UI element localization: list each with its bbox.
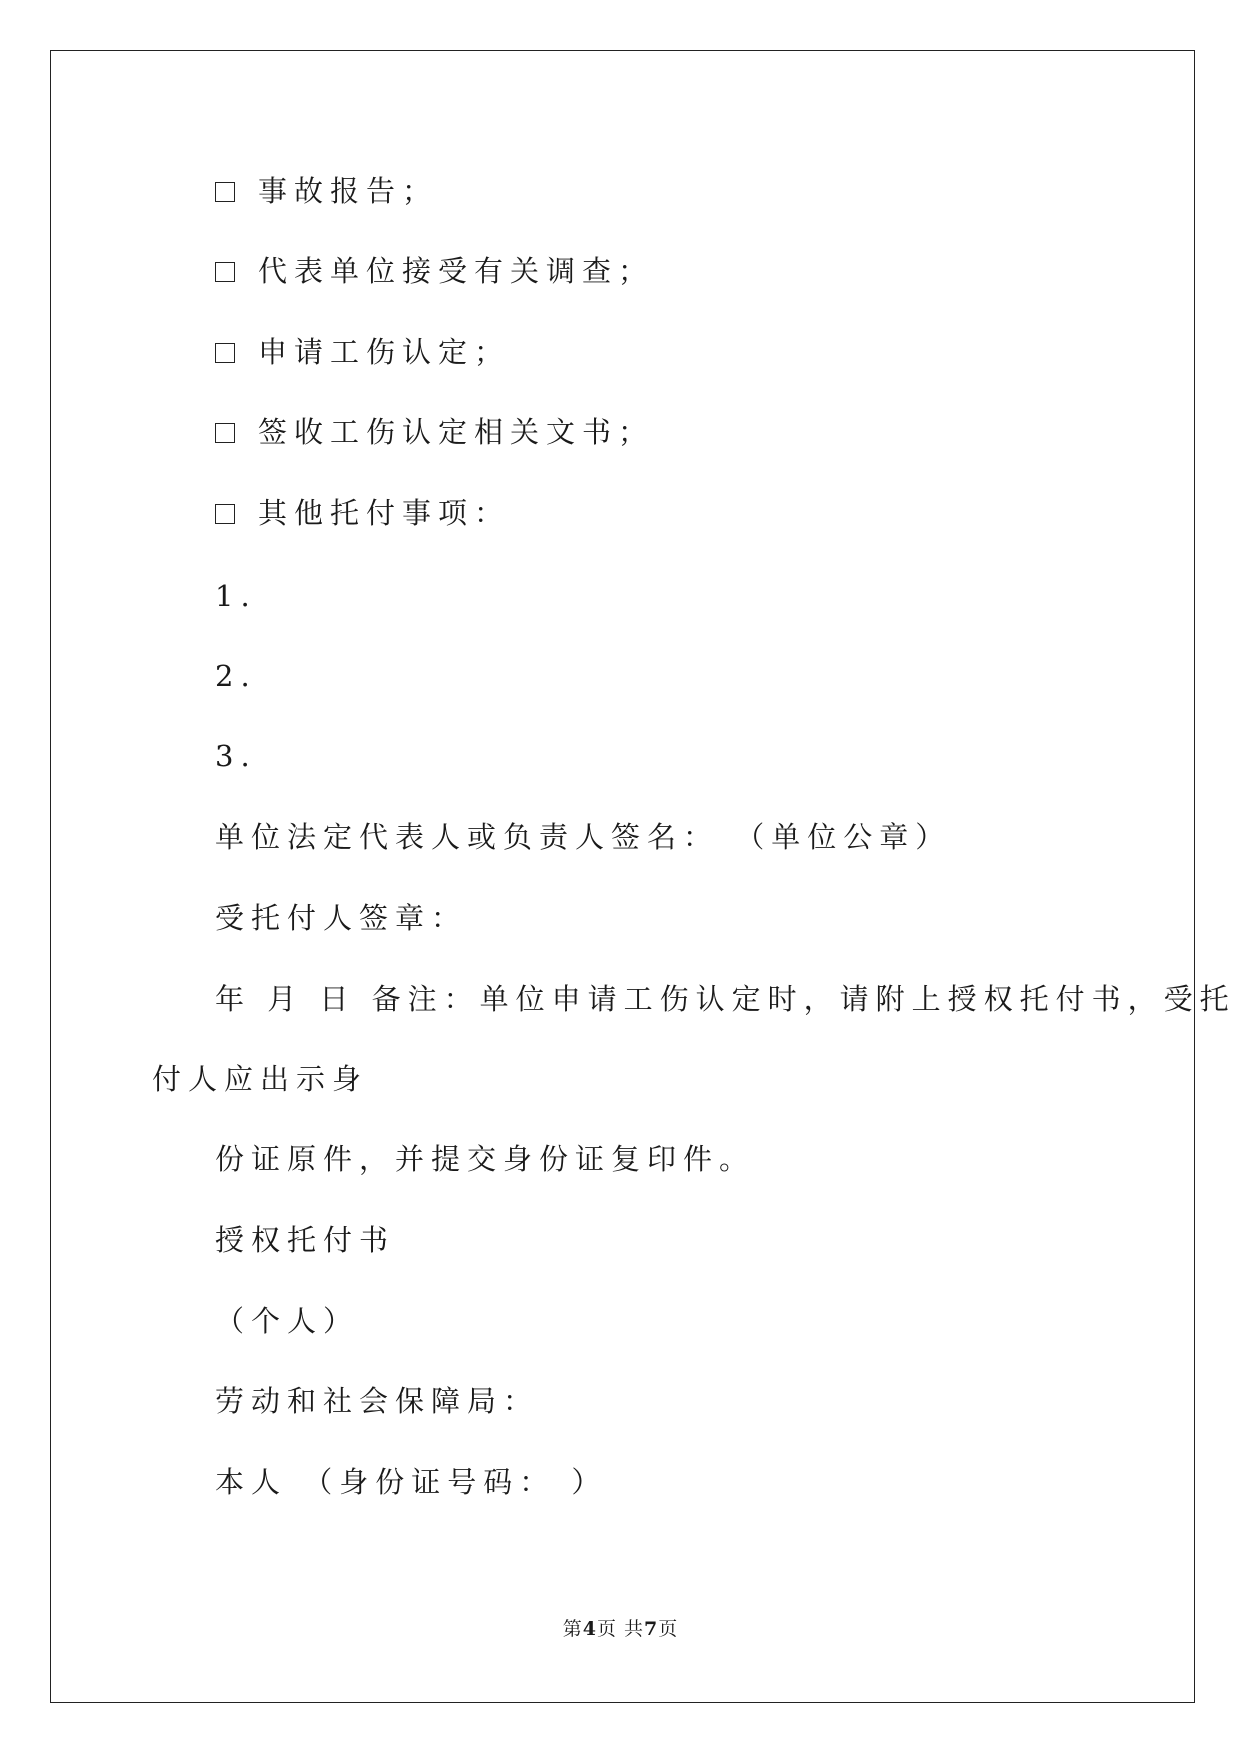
checklist-item-sign-documents [215,414,654,450]
id-requirement-line: 份证原件，并提交身份证复印件。 [215,1142,756,1176]
checkbox-icon[interactable] [215,504,235,524]
footer-page-total: 7 [644,1618,659,1640]
footer-mid: 页 共 [596,1618,645,1640]
checklist-item-apply-injury [215,334,510,370]
footer-prefix: 第 [562,1618,583,1640]
numbered-item-2: 2. [215,659,257,693]
checklist-item-investigation [215,253,654,289]
checklist-item-label: 事故报告； [258,174,439,208]
authorization-title: 授权托付书 [215,1223,396,1257]
checklist-item-other [215,495,510,531]
numbered-item-1: 1. [215,579,257,613]
checkbox-icon[interactable] [215,343,235,363]
self-id-line: 本人 （身份证号码： ） [215,1465,608,1499]
checklist-item-label: 代表单位接受有关调查； [258,254,655,288]
checklist-item-label: 其他托付事项： [258,496,511,530]
addressee-bureau: 劳动和社会保障局： [215,1384,540,1418]
numbered-item-3: 3. [215,739,257,773]
authorization-subtitle: （个人） [215,1304,360,1338]
checkbox-icon[interactable] [215,423,235,443]
checklist-item-accident-report [215,173,438,209]
checklist-item-label: 申请工伤认定； [258,335,511,369]
signature-line: 单位法定代表人或负责人签名： （单位公章） [215,820,952,854]
trustee-signature-line: 受托付人签章： [215,901,468,935]
page-footer [0,1614,1241,1641]
checklist-item-label: 签收工伤认定相关文书； [258,415,655,449]
checkbox-icon[interactable] [215,262,235,282]
footer-page-number: 4 [582,1618,597,1640]
date-note-line: 年 月 日 备注：单位申请工伤认定时，请附上授权托付书，受托 [215,982,1236,1016]
page-border [50,50,1195,1703]
checkbox-icon[interactable] [215,182,235,202]
footer-suffix: 页 [658,1618,679,1640]
date-note-continuation: 付人应出示身 [152,1062,369,1096]
